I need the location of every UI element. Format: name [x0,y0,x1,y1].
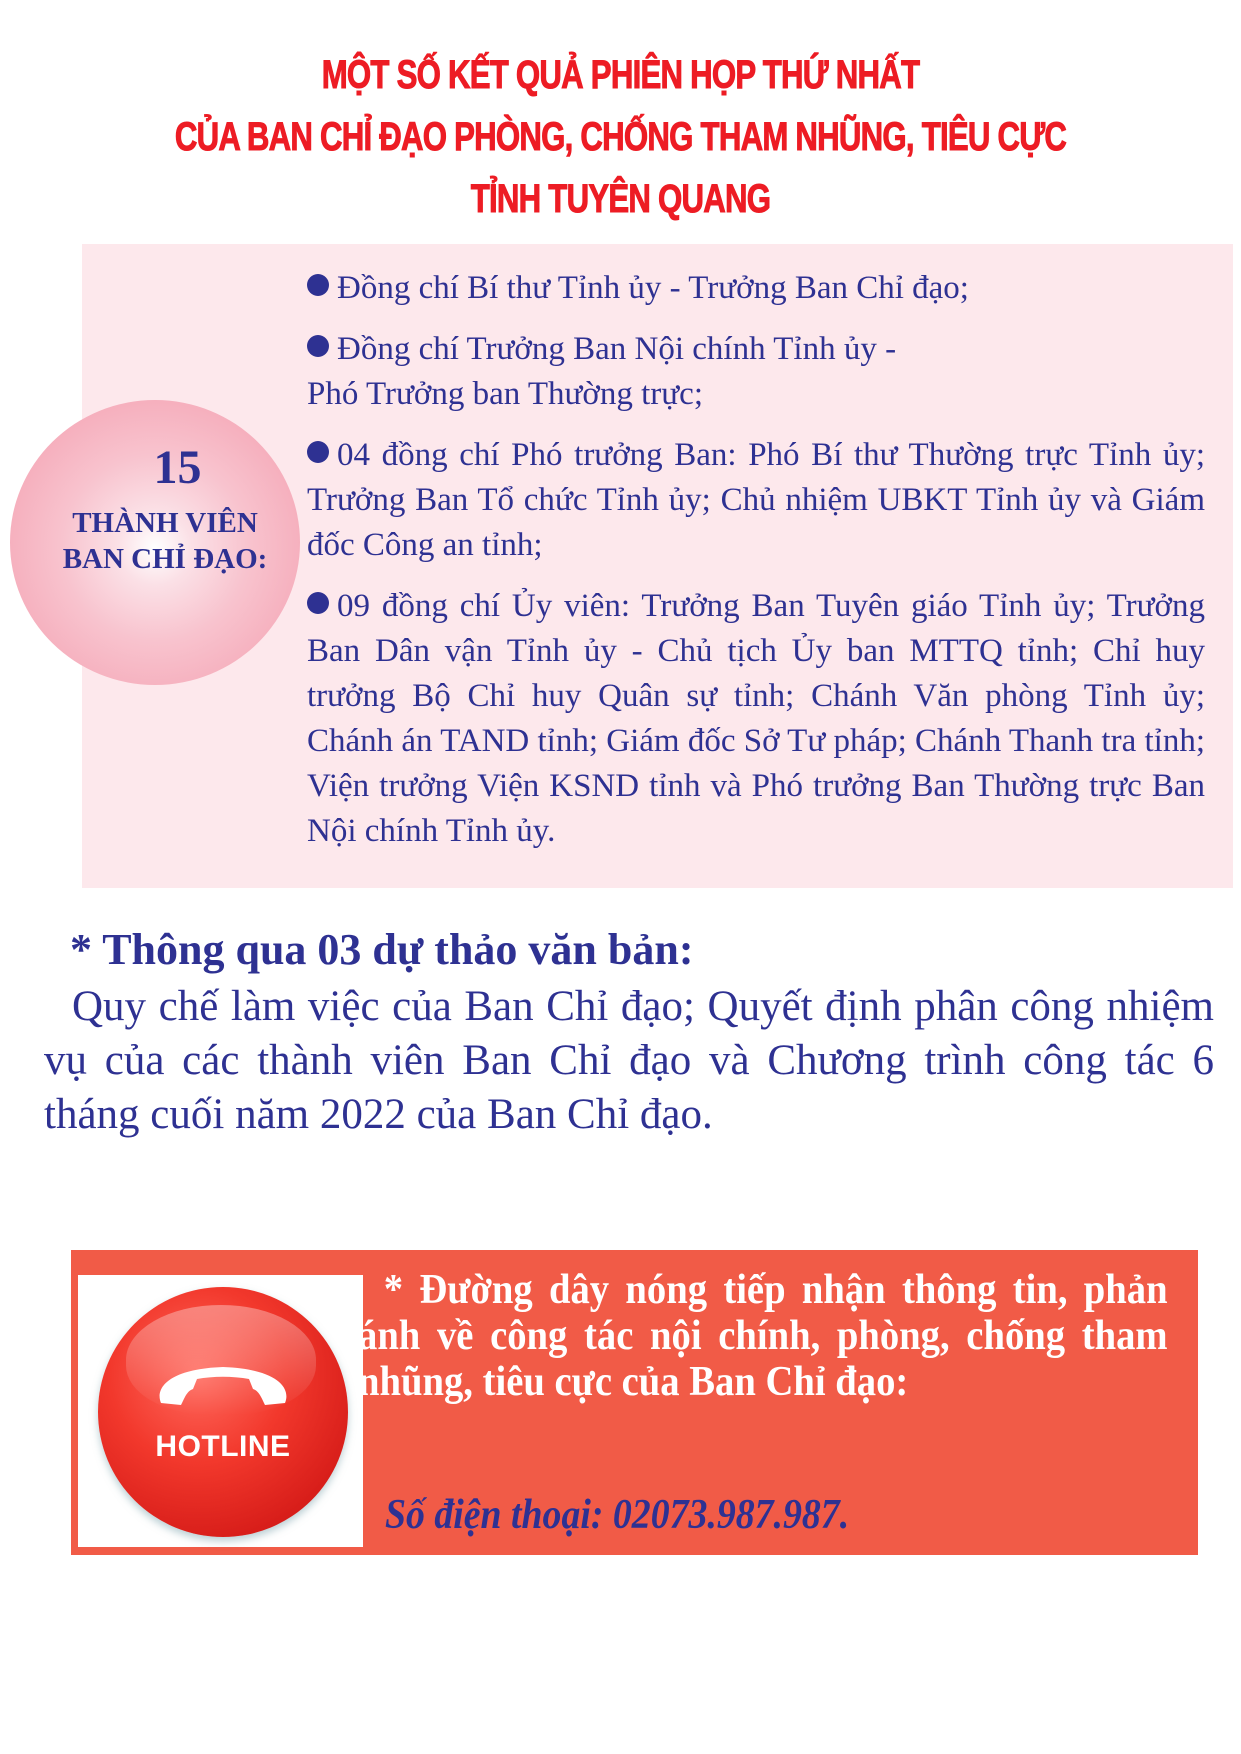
bullet-icon [307,274,329,296]
member-item: Đồng chí Trưởng Ban Nội chính Tỉnh ủy - Phó Trưởng ban Thường trực; [307,331,897,412]
title-line-2: CỦA BAN CHỈ ĐẠO PHÒNG, CHỐNG THAM NHŨNG, TIÊU CỰC [174,115,1067,159]
bullet-icon [307,335,329,357]
member-item: Đồng chí Bí thư Tỉnh ủy - Trưởng Ban Chỉ đạo; [307,266,1205,311]
title-line-1: MỘT SỐ KẾT QUẢ PHIÊN HỌP THỨ NHẤT [321,53,920,97]
members-list [307,266,1205,870]
hotline-image [78,1275,363,1547]
hotline-description: * Đường dây nóng tiếp nhận thông tin, phản ánh về công tác nội chính, phòng, chống tham nhũng, tiêu cực của Ban Chỉ đạo: [358,1267,1168,1405]
member-count: 15 [153,441,202,494]
bullet-icon [307,592,329,614]
drafts-heading: * Thông qua 03 dự thảo văn bản: [70,925,694,974]
member-label-line-1: THÀNH VIÊN [72,507,258,539]
phone-handset-icon [153,1359,293,1411]
bullet-icon [307,441,329,463]
hotline-button-icon [98,1287,348,1537]
title-line-3: TỈNH TUYÊN QUANG [470,177,771,221]
member-label-line-2: BAN CHỈ ĐẠO: [62,543,268,575]
drafts-body: Quy chế làm việc của Ban Chỉ đạo; Quyết định phân công nhiệm vụ của các thành viên Ban Chỉ đạo và Chương trình công tác 6 tháng cuối năm 2022 của Ban Chỉ đạo. [44,983,1214,1138]
member-item: 04 đồng chí Phó trưởng Ban: Phó Bí thư Thường trực Tỉnh ủy; Trưởng Ban Tổ chức Tỉnh ủy; Chủ nhiệm UBKT Tỉnh ủy và Giám đốc Công an tỉnh; [307,437,1205,563]
member-count-label [40,505,290,577]
member-item: 09 đồng chí Ủy viên: Trưởng Ban Tuyên giáo Tỉnh ủy; Trưởng Ban Dân vận Tỉnh ủy - Chủ tịch Ủy ban MTTQ tỉnh; Chỉ huy trưởng Bộ Chỉ huy Quân sự tỉnh; Chánh Văn phòng Tỉnh ủy; Chánh án TAND tỉnh; Giám đốc Sở Tư pháp; Chánh Thanh tra tỉnh; Viện trưởng Viện KSND tỉnh và Phó trưởng Ban Thường trực Ban Nội chính Tỉnh ủy. [307,588,1205,849]
hotline-phone-number: Số điện thoại: 02073.987.987. [385,1492,850,1538]
hotline-badge-text: HOTLINE [155,1430,291,1463]
page-title [0,44,1241,230]
